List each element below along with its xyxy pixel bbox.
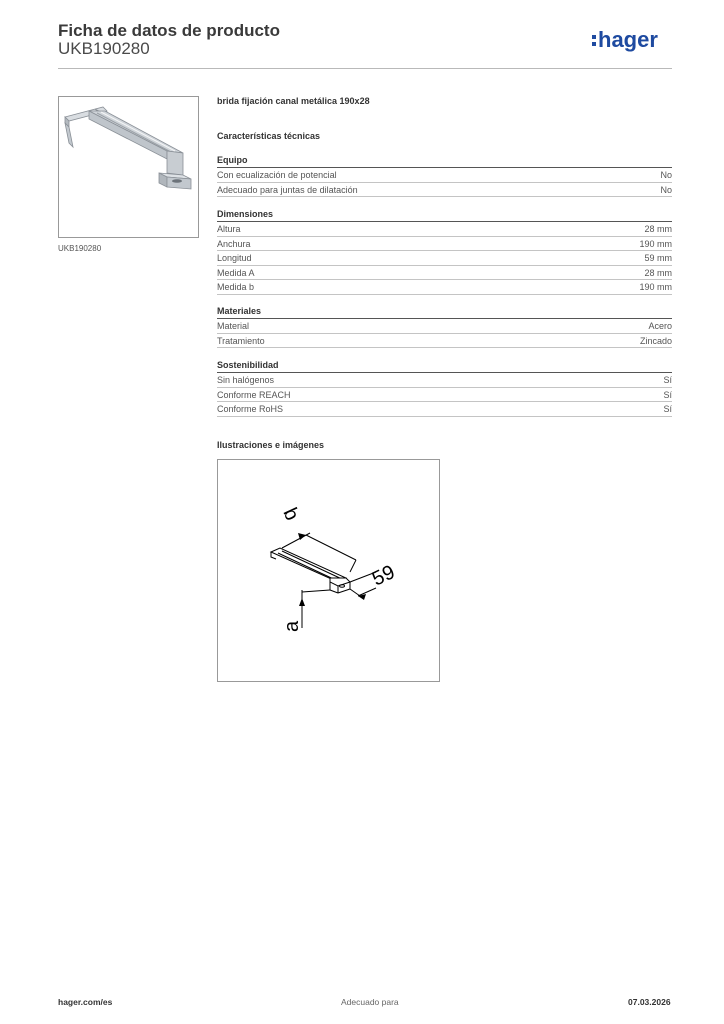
spec-row bbox=[217, 222, 672, 237]
illustrations-title: Ilustraciones e imágenes bbox=[217, 440, 325, 450]
spec-value: 190 mm bbox=[639, 238, 672, 249]
spec-row bbox=[217, 168, 672, 183]
technical-characteristics-title: Características técnicas bbox=[217, 131, 321, 141]
spec-label: Anchura bbox=[217, 238, 251, 249]
dimension-drawing bbox=[217, 459, 440, 682]
image-caption: UKB190280 bbox=[58, 244, 102, 253]
spec-value: No bbox=[660, 170, 672, 180]
spec-row bbox=[217, 237, 672, 252]
spec-value: 190 mm bbox=[639, 282, 672, 292]
footer-website: hager.com/es bbox=[58, 997, 113, 1007]
section-title: Materiales bbox=[217, 306, 672, 319]
hager-logo bbox=[592, 27, 674, 60]
spec-row bbox=[217, 373, 672, 388]
spec-value: No bbox=[660, 184, 672, 195]
spec-row bbox=[217, 402, 672, 417]
spec-label: Tratamiento bbox=[217, 335, 265, 346]
spec-row bbox=[217, 319, 672, 334]
spec-value: 59 mm bbox=[644, 253, 672, 263]
section-title: Dimensiones bbox=[217, 209, 672, 222]
spec-label: Longitud bbox=[217, 253, 252, 263]
spec-row bbox=[217, 388, 672, 403]
spec-label: Conforme RoHS bbox=[217, 404, 284, 414]
svg-text:hager: hager bbox=[598, 27, 658, 52]
dimension-label-a: a bbox=[281, 620, 303, 632]
spec-value: Acero bbox=[648, 321, 672, 331]
spec-row bbox=[217, 183, 672, 198]
section-equipo bbox=[217, 155, 672, 197]
dimension-label-59: 59 bbox=[368, 561, 399, 591]
spec-label: Conforme REACH bbox=[217, 389, 291, 400]
spec-row bbox=[217, 266, 672, 281]
spec-row bbox=[217, 334, 672, 349]
spec-label: Material bbox=[217, 321, 250, 331]
document-title: Ficha de datos de producto bbox=[58, 21, 280, 40]
footer-date: 07.03.2026 bbox=[628, 997, 671, 1007]
spec-label: Medida A bbox=[217, 267, 255, 278]
dimension-label-b: b bbox=[278, 504, 304, 524]
spec-value: Zincado bbox=[639, 335, 672, 346]
footer-suitable-for: Adecuado para bbox=[341, 997, 399, 1007]
spec-label: Con ecualización de potencial bbox=[217, 170, 337, 180]
section-sostenibilidad bbox=[217, 360, 672, 417]
section-title: Equipo bbox=[217, 155, 672, 168]
product-code: UKB190280 bbox=[58, 39, 150, 58]
spec-label: Sin halógenos bbox=[217, 375, 275, 385]
spec-label: Altura bbox=[217, 224, 241, 234]
spec-value: Sí bbox=[663, 389, 672, 400]
spec-value: 28 mm bbox=[644, 224, 672, 234]
spec-value: Sí bbox=[663, 375, 672, 385]
product-image bbox=[58, 96, 199, 238]
section-materiales bbox=[217, 306, 672, 348]
section-dimensiones bbox=[217, 209, 672, 295]
header-divider bbox=[58, 68, 672, 69]
spec-label: Medida b bbox=[217, 282, 255, 292]
spec-row bbox=[217, 280, 672, 295]
spec-value: 28 mm bbox=[644, 267, 672, 278]
spec-value: Sí bbox=[663, 404, 672, 414]
spec-label: Adecuado para juntas de dilatación bbox=[217, 184, 358, 195]
spec-row bbox=[217, 251, 672, 266]
section-title: Sostenibilidad bbox=[217, 360, 672, 373]
product-description: brida fijación canal metálica 190x28 bbox=[217, 96, 370, 106]
